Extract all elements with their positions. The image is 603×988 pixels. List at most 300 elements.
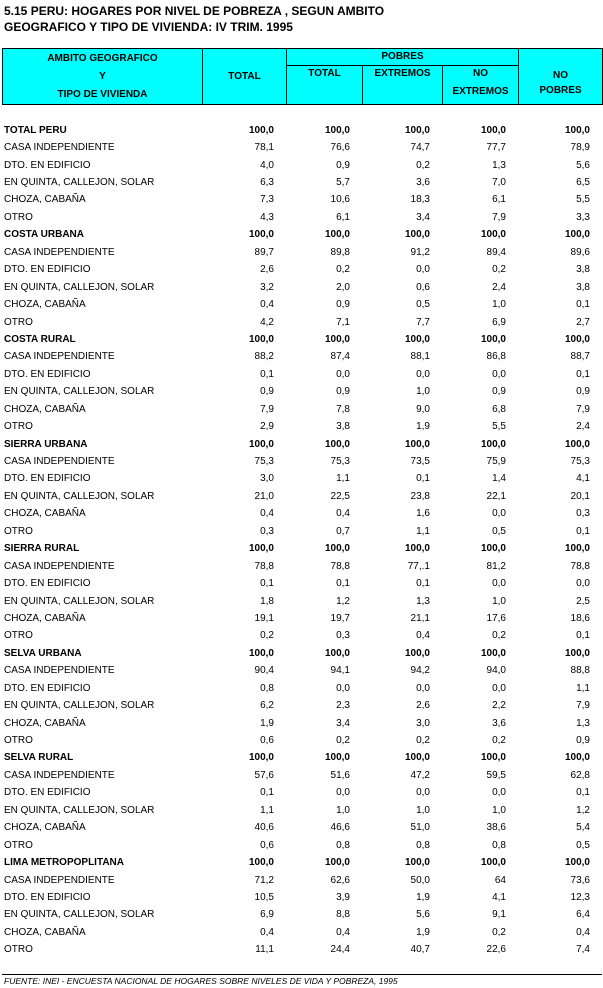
row-label: EN QUINTA, CALLEJON, SOLAR xyxy=(4,386,155,398)
row-value: 6,1 xyxy=(336,211,350,223)
row-value: 1,1 xyxy=(416,525,430,537)
row-value: 76,6 xyxy=(330,142,350,154)
row-label: CASA INDEPENDIENTE xyxy=(4,142,115,154)
row-value: 87,4 xyxy=(330,351,350,363)
row-value: 89,8 xyxy=(330,246,350,258)
row-value: 1,0 xyxy=(492,804,506,816)
row-label: CHOZA, CABAÑA xyxy=(4,508,86,520)
row-value: 0,2 xyxy=(260,630,274,642)
row-value: 100,0 xyxy=(404,229,430,241)
row-value: 10,6 xyxy=(330,194,350,206)
row-value: 2,4 xyxy=(576,421,590,433)
table-row xyxy=(2,384,602,401)
row-value: 0,1 xyxy=(576,525,590,537)
row-value: 0,0 xyxy=(492,578,506,590)
row-value: 3,6 xyxy=(492,717,506,729)
row-value: 0,8 xyxy=(416,839,430,851)
row-value: 3,3 xyxy=(576,211,590,223)
row-label: OTRO xyxy=(4,525,33,537)
row-value: 100,0 xyxy=(404,438,430,450)
row-value: 5,6 xyxy=(416,909,430,921)
table-row xyxy=(2,523,602,540)
row-value: 2,4 xyxy=(492,281,506,293)
table-row xyxy=(2,139,602,156)
row-value: 2,2 xyxy=(492,700,506,712)
row-value: 89,7 xyxy=(254,246,274,258)
row-value: 0,4 xyxy=(260,508,274,520)
row-value: 0,2 xyxy=(416,159,430,171)
row-value: 100,0 xyxy=(564,647,590,659)
row-label: CHOZA, CABAÑA xyxy=(4,403,86,415)
row-value: 7,1 xyxy=(336,316,350,328)
row-value: 100,0 xyxy=(324,229,350,241)
group-row xyxy=(2,227,602,244)
row-value: 0,3 xyxy=(336,630,350,642)
header-no-pobres: NO POBRES xyxy=(519,49,603,105)
row-value: 0,6 xyxy=(260,839,274,851)
table-row xyxy=(2,942,602,959)
row-value: 0,1 xyxy=(260,787,274,799)
row-value: 100,0 xyxy=(480,438,506,450)
table-row xyxy=(2,820,602,837)
row-value: 78,9 xyxy=(570,142,590,154)
row-value: 0,2 xyxy=(416,735,430,747)
table-header xyxy=(2,48,603,105)
row-value: 100,0 xyxy=(480,229,506,241)
source-note: FUENTE: INEI - ENCUESTA NACIONAL DE HOGARES SOBRE NIVELES DE VIDA Y POBREZA, 1995 xyxy=(4,976,398,986)
row-value: 100,0 xyxy=(404,124,430,136)
row-value: 0,0 xyxy=(576,578,590,590)
row-value: 0,6 xyxy=(260,735,274,747)
row-value: 94,1 xyxy=(330,665,350,677)
table-row xyxy=(2,907,602,924)
row-value: 7,7 xyxy=(416,316,430,328)
row-label: CASA INDEPENDIENTE xyxy=(4,456,115,468)
row-value: 0,9 xyxy=(336,386,350,398)
row-value: 100,0 xyxy=(324,752,350,764)
row-label: OTRO xyxy=(4,316,33,328)
table-row xyxy=(2,453,602,470)
row-value: 46,6 xyxy=(330,822,350,834)
row-label: CHOZA, CABAÑA xyxy=(4,822,86,834)
row-value: 21,1 xyxy=(410,612,430,624)
table-row xyxy=(2,872,602,889)
row-value: 0,3 xyxy=(576,508,590,520)
row-value: 1,0 xyxy=(416,804,430,816)
row-label: OTRO xyxy=(4,735,33,747)
row-value: 7,9 xyxy=(576,700,590,712)
row-value: 0,8 xyxy=(260,682,274,694)
row-value: 100,0 xyxy=(564,752,590,764)
table-row xyxy=(2,610,602,627)
title-line-2: GEOGRAFICO Y TIPO DE VIVIENDA: IV TRIM. 1995 xyxy=(4,20,293,34)
row-value: 0,0 xyxy=(336,368,350,380)
table-row xyxy=(2,889,602,906)
row-value: 0,3 xyxy=(260,525,274,537)
row-value: 6,9 xyxy=(492,316,506,328)
row-value: 40,6 xyxy=(254,822,274,834)
row-value: 0,2 xyxy=(336,735,350,747)
row-value: 1,2 xyxy=(576,804,590,816)
row-label: CHOZA, CABAÑA xyxy=(4,926,86,938)
table-row xyxy=(2,663,602,680)
row-value: 0,0 xyxy=(416,787,430,799)
row-value: 2,7 xyxy=(576,316,590,328)
row-value: 100,0 xyxy=(564,438,590,450)
table-row xyxy=(2,349,602,366)
row-value: 100,0 xyxy=(564,857,590,869)
row-label: CASA INDEPENDIENTE xyxy=(4,560,115,572)
table-row xyxy=(2,418,602,435)
document-title xyxy=(4,3,599,35)
group-row xyxy=(2,854,602,871)
row-value: 89,4 xyxy=(486,246,506,258)
table-row xyxy=(2,314,602,331)
row-value: 50,0 xyxy=(410,874,430,886)
row-value: 5,4 xyxy=(576,822,590,834)
row-value: 57,6 xyxy=(254,769,274,781)
row-label: EN QUINTA, CALLEJON, SOLAR xyxy=(4,595,155,607)
row-value: 4,0 xyxy=(260,159,274,171)
row-label: SIERRA RURAL xyxy=(4,543,80,555)
group-row xyxy=(2,436,602,453)
row-value: 100,0 xyxy=(404,333,430,345)
table-row xyxy=(2,732,602,749)
row-value: 24,4 xyxy=(330,944,350,956)
row-value: 71,2 xyxy=(254,874,274,886)
row-value: 78,8 xyxy=(570,560,590,572)
row-value: 1,3 xyxy=(416,595,430,607)
row-value: 100,0 xyxy=(404,543,430,555)
table-row xyxy=(2,837,602,854)
row-value: 6,5 xyxy=(576,177,590,189)
row-value: 100,0 xyxy=(564,333,590,345)
table-row xyxy=(2,558,602,575)
row-value: 0,9 xyxy=(576,735,590,747)
row-label: OTRO xyxy=(4,421,33,433)
row-value: 0,9 xyxy=(336,299,350,311)
row-value: 62,6 xyxy=(330,874,350,886)
row-label: EN QUINTA, CALLEJON, SOLAR xyxy=(4,490,155,502)
header-ambito: AMBITO GEOGRAFICO Y TIPO DE VIVIENDA xyxy=(3,49,203,105)
row-value: 94,2 xyxy=(410,665,430,677)
row-value: 4,3 xyxy=(260,211,274,223)
row-value: 2,6 xyxy=(260,264,274,276)
row-value: 1,3 xyxy=(492,159,506,171)
row-value: 22,1 xyxy=(486,490,506,502)
row-value: 100,0 xyxy=(324,543,350,555)
row-value: 5,6 xyxy=(576,159,590,171)
table-row xyxy=(2,680,602,697)
row-value: 0,9 xyxy=(336,159,350,171)
row-value: 9,0 xyxy=(416,403,430,415)
row-label: DTO. EN EDIFICIO xyxy=(4,264,91,276)
row-value: 0,1 xyxy=(416,578,430,590)
row-label: DTO. EN EDIFICIO xyxy=(4,891,91,903)
row-value: 0,1 xyxy=(576,630,590,642)
row-value: 6,1 xyxy=(492,194,506,206)
row-value: 88,7 xyxy=(570,351,590,363)
row-value: 100,0 xyxy=(404,857,430,869)
row-value: 18,3 xyxy=(410,194,430,206)
table-row xyxy=(2,401,602,418)
row-value: 3,4 xyxy=(336,717,350,729)
row-value: 0,1 xyxy=(576,368,590,380)
row-label: CHOZA, CABAÑA xyxy=(4,717,86,729)
row-value: 17,6 xyxy=(486,612,506,624)
table-row xyxy=(2,593,602,610)
row-value: 77,7 xyxy=(486,142,506,154)
row-value: 0,1 xyxy=(416,473,430,485)
row-value: 0,2 xyxy=(492,926,506,938)
row-value: 3,8 xyxy=(576,264,590,276)
row-value: 0,8 xyxy=(336,839,350,851)
row-value: 74,7 xyxy=(410,142,430,154)
row-value: 1,0 xyxy=(336,804,350,816)
row-value: 7,4 xyxy=(576,944,590,956)
row-value: 100,0 xyxy=(324,333,350,345)
row-value: 100,0 xyxy=(480,124,506,136)
row-value: 0,1 xyxy=(576,299,590,311)
row-value: 5,5 xyxy=(492,421,506,433)
row-value: 7,9 xyxy=(492,211,506,223)
row-value: 0,5 xyxy=(576,839,590,851)
row-value: 90,4 xyxy=(254,665,274,677)
row-value: 59,5 xyxy=(486,769,506,781)
row-value: 0,1 xyxy=(260,578,274,590)
row-label: OTRO xyxy=(4,944,33,956)
row-value: 4,1 xyxy=(492,891,506,903)
row-value: 0,0 xyxy=(492,368,506,380)
header-extremos: EXTREMOS xyxy=(363,66,443,105)
row-value: 0,0 xyxy=(336,682,350,694)
row-label: EN QUINTA, CALLEJON, SOLAR xyxy=(4,700,155,712)
row-value: 7,8 xyxy=(336,403,350,415)
row-label: CASA INDEPENDIENTE xyxy=(4,665,115,677)
row-value: 0,1 xyxy=(576,787,590,799)
row-value: 6,8 xyxy=(492,403,506,415)
table-row xyxy=(2,244,602,261)
row-label: TOTAL PERU xyxy=(4,124,67,136)
row-value: 0,2 xyxy=(336,264,350,276)
row-value: 0,0 xyxy=(492,508,506,520)
row-value: 7,3 xyxy=(260,194,274,206)
table-row xyxy=(2,802,602,819)
row-label: OTRO xyxy=(4,839,33,851)
table-row xyxy=(2,471,602,488)
row-value: 0,5 xyxy=(492,525,506,537)
row-value: 1,2 xyxy=(336,595,350,607)
table-row xyxy=(2,192,602,209)
row-value: 51,0 xyxy=(410,822,430,834)
row-value: 9,1 xyxy=(492,909,506,921)
row-label: DTO. EN EDIFICIO xyxy=(4,578,91,590)
table-row xyxy=(2,785,602,802)
footer-divider xyxy=(2,974,602,975)
row-value: 73,6 xyxy=(570,874,590,886)
row-value: 0,4 xyxy=(260,299,274,311)
row-value: 0,8 xyxy=(492,839,506,851)
row-value: 2,9 xyxy=(260,421,274,433)
row-value: 0,5 xyxy=(416,299,430,311)
row-value: 2,5 xyxy=(576,595,590,607)
row-value: 0,1 xyxy=(336,578,350,590)
row-value: 89,6 xyxy=(570,246,590,258)
title-line-1: 5.15 PERU: HOGARES POR NIVEL DE POBREZA , SEGUN AMBITO xyxy=(4,4,385,18)
row-value: 2,3 xyxy=(336,700,350,712)
header-pobres: POBRES xyxy=(287,49,519,66)
row-value: 77,.1 xyxy=(407,560,430,572)
table-row xyxy=(2,296,602,313)
row-value: 0,2 xyxy=(492,735,506,747)
row-value: 100,0 xyxy=(248,857,274,869)
row-value: 100,0 xyxy=(324,647,350,659)
row-value: 19,7 xyxy=(330,612,350,624)
row-value: 0,4 xyxy=(336,508,350,520)
row-label: COSTA URBANA xyxy=(4,229,84,241)
row-value: 78,8 xyxy=(330,560,350,572)
row-value: 64 xyxy=(494,874,506,886)
row-value: 0,6 xyxy=(416,281,430,293)
row-label: EN QUINTA, CALLEJON, SOLAR xyxy=(4,909,155,921)
group-row xyxy=(2,122,602,139)
row-value: 0,4 xyxy=(416,630,430,642)
row-value: 5,5 xyxy=(576,194,590,206)
row-value: 0,0 xyxy=(492,682,506,694)
row-value: 0,4 xyxy=(336,926,350,938)
row-value: 0,0 xyxy=(416,368,430,380)
row-value: 100,0 xyxy=(324,438,350,450)
row-label: DTO. EN EDIFICIO xyxy=(4,159,91,171)
row-label: OTRO xyxy=(4,630,33,642)
table-row xyxy=(2,697,602,714)
row-value: 1,9 xyxy=(260,717,274,729)
row-value: 21,0 xyxy=(254,490,274,502)
row-label: SELVA RURAL xyxy=(4,752,74,764)
table-row xyxy=(2,262,602,279)
data-table xyxy=(2,122,602,959)
row-value: 40,7 xyxy=(410,944,430,956)
row-value: 18,6 xyxy=(570,612,590,624)
row-value: 7,0 xyxy=(492,177,506,189)
row-label: EN QUINTA, CALLEJON, SOLAR xyxy=(4,804,155,816)
row-value: 0,1 xyxy=(260,368,274,380)
row-value: 11,1 xyxy=(255,944,274,956)
row-value: 0,9 xyxy=(492,386,506,398)
row-value: 0,0 xyxy=(416,682,430,694)
row-label: LIMA METROPOPLITANA xyxy=(4,857,124,869)
header-pobres-total: TOTAL xyxy=(287,66,363,105)
table-row xyxy=(2,767,602,784)
row-value: 91,2 xyxy=(410,246,430,258)
row-value: 100,0 xyxy=(564,543,590,555)
row-value: 47,2 xyxy=(410,769,430,781)
row-value: 100,0 xyxy=(480,857,506,869)
group-row xyxy=(2,750,602,767)
row-value: 78,8 xyxy=(254,560,274,572)
row-value: 100,0 xyxy=(248,543,274,555)
row-value: 1,4 xyxy=(492,473,506,485)
table-row xyxy=(2,715,602,732)
row-label: CASA INDEPENDIENTE xyxy=(4,769,115,781)
row-value: 3,8 xyxy=(336,421,350,433)
row-value: 0,4 xyxy=(576,926,590,938)
row-value: 0,9 xyxy=(260,386,274,398)
table-row xyxy=(2,575,602,592)
row-label: COSTA RURAL xyxy=(4,333,76,345)
group-row xyxy=(2,541,602,558)
row-label: CHOZA, CABAÑA xyxy=(4,194,86,206)
row-value: 75,9 xyxy=(486,456,506,468)
row-value: 6,9 xyxy=(260,909,274,921)
row-value: 86,8 xyxy=(486,351,506,363)
row-value: 88,8 xyxy=(570,665,590,677)
table-row xyxy=(2,209,602,226)
row-value: 3,0 xyxy=(416,717,430,729)
row-value: 6,2 xyxy=(260,700,274,712)
row-value: 100,0 xyxy=(248,229,274,241)
row-value: 1,1 xyxy=(336,473,350,485)
row-label: EN QUINTA, CALLEJON, SOLAR xyxy=(4,281,155,293)
row-value: 100,0 xyxy=(324,124,350,136)
table-row xyxy=(2,628,602,645)
row-value: 4,2 xyxy=(260,316,274,328)
row-value: 0,2 xyxy=(492,630,506,642)
row-value: 100,0 xyxy=(324,857,350,869)
row-value: 62,8 xyxy=(570,769,590,781)
row-value: 23,8 xyxy=(410,490,430,502)
row-label: EN QUINTA, CALLEJON, SOLAR xyxy=(4,177,155,189)
row-label: CHOZA, CABAÑA xyxy=(4,612,86,624)
row-label: CASA INDEPENDIENTE xyxy=(4,351,115,363)
row-value: 3,6 xyxy=(416,177,430,189)
group-row xyxy=(2,645,602,662)
row-value: 88,2 xyxy=(254,351,274,363)
row-value: 20,1 xyxy=(570,490,590,502)
row-label: CHOZA, CABAÑA xyxy=(4,299,86,311)
table-row xyxy=(2,488,602,505)
row-value: 0,2 xyxy=(492,264,506,276)
row-value: 100,0 xyxy=(248,647,274,659)
row-value: 2,0 xyxy=(336,281,350,293)
row-value: 73,5 xyxy=(410,456,430,468)
row-value: 81,2 xyxy=(486,560,506,572)
row-value: 1,8 xyxy=(260,595,274,607)
row-value: 94,0 xyxy=(486,665,506,677)
row-value: 1,3 xyxy=(576,717,590,729)
table-row xyxy=(2,924,602,941)
row-label: DTO. EN EDIFICIO xyxy=(4,473,91,485)
row-value: 1,0 xyxy=(492,595,506,607)
row-value: 3,2 xyxy=(260,281,274,293)
row-value: 88,1 xyxy=(410,351,430,363)
table-body xyxy=(2,122,602,959)
row-value: 1,9 xyxy=(416,891,430,903)
row-value: 3,0 xyxy=(260,473,274,485)
row-value: 8,8 xyxy=(336,909,350,921)
row-value: 7,9 xyxy=(260,403,274,415)
row-value: 0,0 xyxy=(336,787,350,799)
row-value: 100,0 xyxy=(248,438,274,450)
row-label: CASA INDEPENDIENTE xyxy=(4,874,115,886)
row-value: 100,0 xyxy=(480,752,506,764)
row-value: 6,3 xyxy=(260,177,274,189)
row-value: 1,1 xyxy=(576,682,590,694)
row-value: 22,5 xyxy=(330,490,350,502)
row-value: 5,7 xyxy=(336,177,350,189)
row-value: 19,1 xyxy=(254,612,274,624)
row-value: 100,0 xyxy=(480,647,506,659)
